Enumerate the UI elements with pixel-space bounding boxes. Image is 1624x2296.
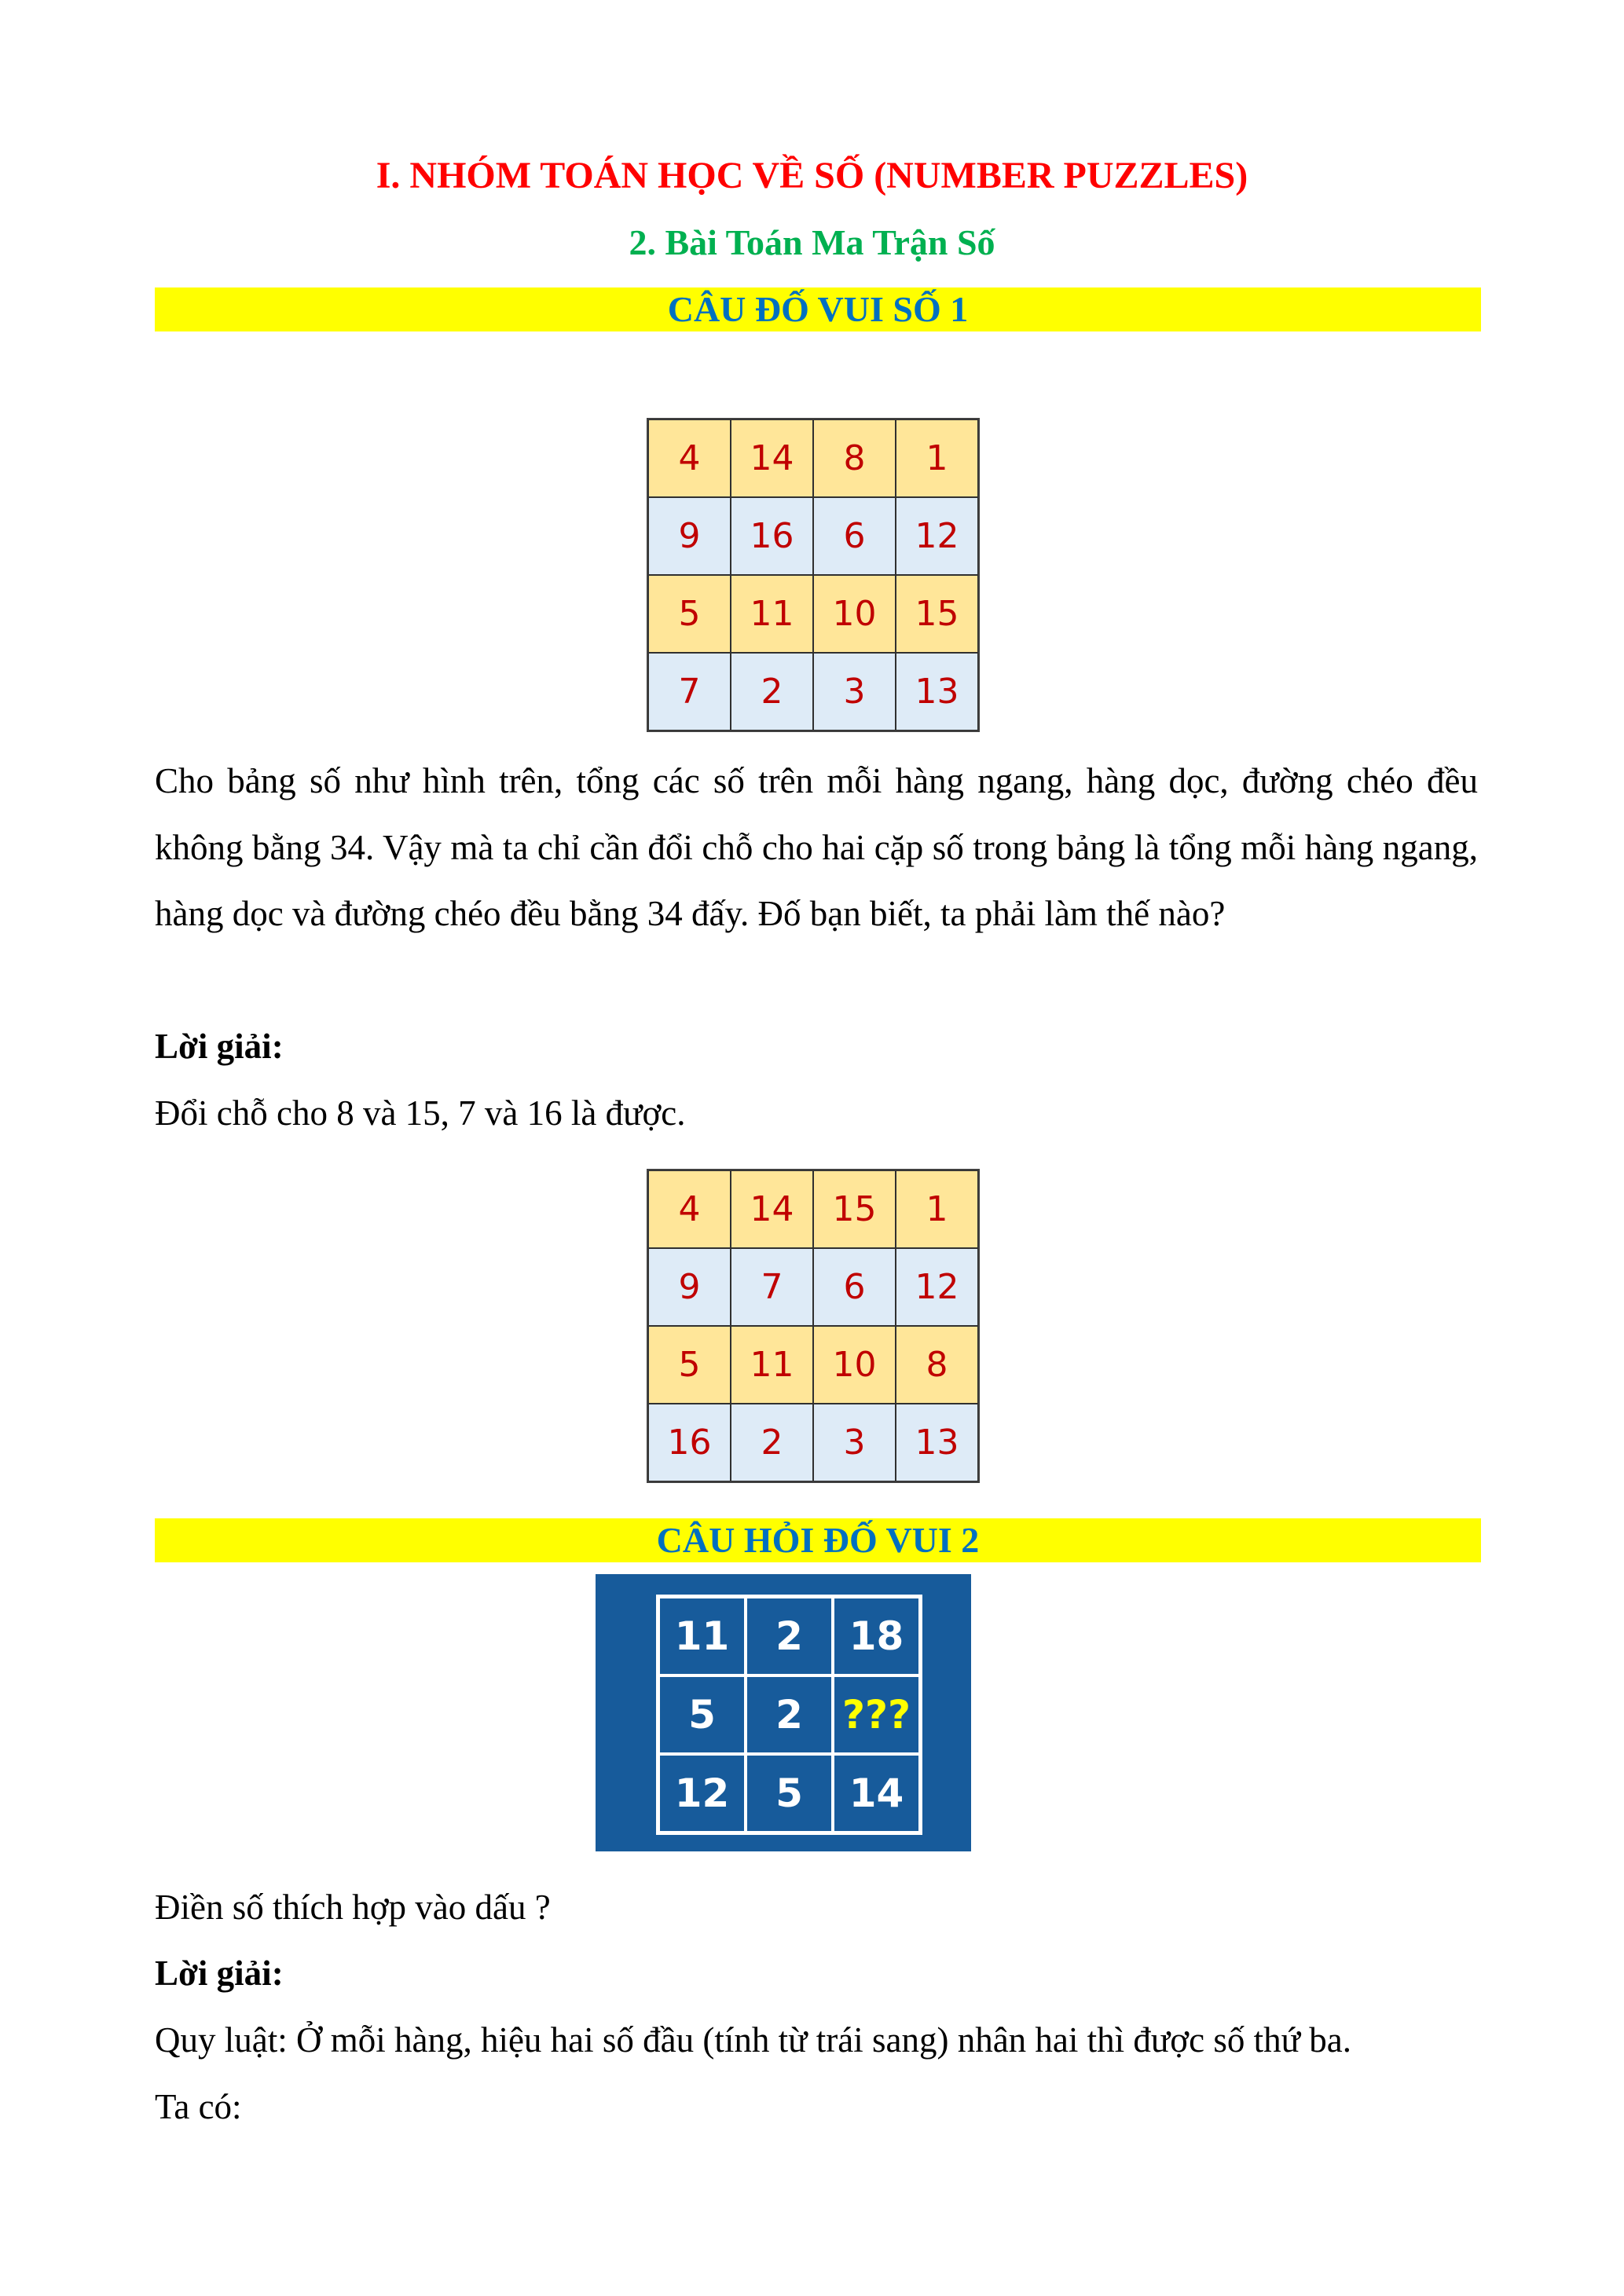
grid-cell: 2 [731, 653, 813, 731]
grid-cell: 16 [648, 1404, 731, 1481]
grid-cell: 9 [648, 497, 731, 575]
grid-cell: 11 [658, 1597, 746, 1675]
grid-cell: 14 [731, 419, 813, 497]
grid-cell: 8 [813, 419, 896, 497]
solution-label: Lời giải: [155, 1954, 284, 1993]
puzzle2-ta-co: Ta có: [155, 2087, 242, 2126]
grid-cell: 15 [896, 575, 978, 653]
puzzle1-banner: CÂU ĐỐ VUI SỐ 1 [155, 287, 1481, 331]
puzzle2-solution-label [155, 1940, 1478, 2007]
grid-cell: 2 [731, 1404, 813, 1481]
grid-cell: 2 [746, 1675, 833, 1754]
grid-cell: 13 [896, 653, 978, 731]
grid-cell: 9 [648, 1248, 731, 1326]
grid-cell: 14 [731, 1170, 813, 1248]
puzzle2-banner: CÂU HỎI ĐỐ VUI 2 [155, 1518, 1481, 1562]
grid-cell: 10 [813, 575, 896, 653]
grid-cell: 16 [731, 497, 813, 575]
grid-cell: 5 [746, 1754, 833, 1833]
section-heading: I. NHÓM TOÁN HỌC VỀ SỐ (NUMBER PUZZLES) [376, 155, 1248, 196]
puzzle1-question: Cho bảng số như hình trên, tổng các số trên mỗi hàng ngang, hàng dọc, đường chéo đều không bằng 34. Vậy mà ta chỉ cần đổi chỗ cho hai cặp số trong bảng là tổng mỗi hàng ngang, hàng dọc và đường chéo đều bằng 34 đấy. Đố bạn biết, ta phải làm thế nào? [155, 761, 1478, 933]
puzzle1-grid [647, 418, 980, 732]
grid-cell: 4 [648, 1170, 731, 1248]
puzzle2-grid [656, 1595, 922, 1835]
grid-cell: 12 [896, 1248, 978, 1326]
grid-cell: 13 [896, 1404, 978, 1481]
grid-cell: 3 [813, 653, 896, 731]
grid-cell: 11 [731, 1326, 813, 1404]
grid-cell: 3 [813, 1404, 896, 1481]
puzzle1-solution-label [155, 1013, 1478, 1080]
puzzle2-rule: Quy luật: Ở mỗi hàng, hiệu hai số đầu (tính từ trái sang) nhân hai thì được số thứ ba. [155, 2020, 1351, 2060]
grid-cell: 6 [813, 497, 896, 575]
grid-cell: 4 [648, 419, 731, 497]
grid-cell: 15 [813, 1170, 896, 1248]
grid-cell: 12 [658, 1754, 746, 1833]
grid-cell: 5 [658, 1675, 746, 1754]
grid-cell: 1 [896, 1170, 978, 1248]
grid-cell: 7 [648, 653, 731, 731]
grid-cell: 10 [813, 1326, 896, 1404]
grid-cell: 6 [813, 1248, 896, 1326]
grid-cell: 18 [833, 1597, 920, 1675]
grid-cell: 5 [648, 575, 731, 653]
grid-cell: 14 [833, 1754, 920, 1833]
grid-cell: 5 [648, 1326, 731, 1404]
subsection-heading: 2. Bài Toán Ma Trận Số [629, 222, 995, 262]
puzzle2-question: Điền số thích hợp vào dấu ? [155, 1888, 551, 1927]
grid-cell: ??? [833, 1675, 920, 1754]
puzzle2-image [596, 1574, 971, 1851]
grid-cell: 1 [896, 419, 978, 497]
solution-label: Lời giải: [155, 1027, 284, 1066]
grid-cell: 7 [731, 1248, 813, 1326]
grid-cell: 2 [746, 1597, 833, 1675]
grid-cell: 11 [731, 575, 813, 653]
puzzle1-solution: Đổi chỗ cho 8 và 15, 7 và 16 là được. [155, 1093, 686, 1133]
grid-cell: 12 [896, 497, 978, 575]
puzzle1-solved-grid [647, 1169, 980, 1483]
grid-cell: 8 [896, 1326, 978, 1404]
